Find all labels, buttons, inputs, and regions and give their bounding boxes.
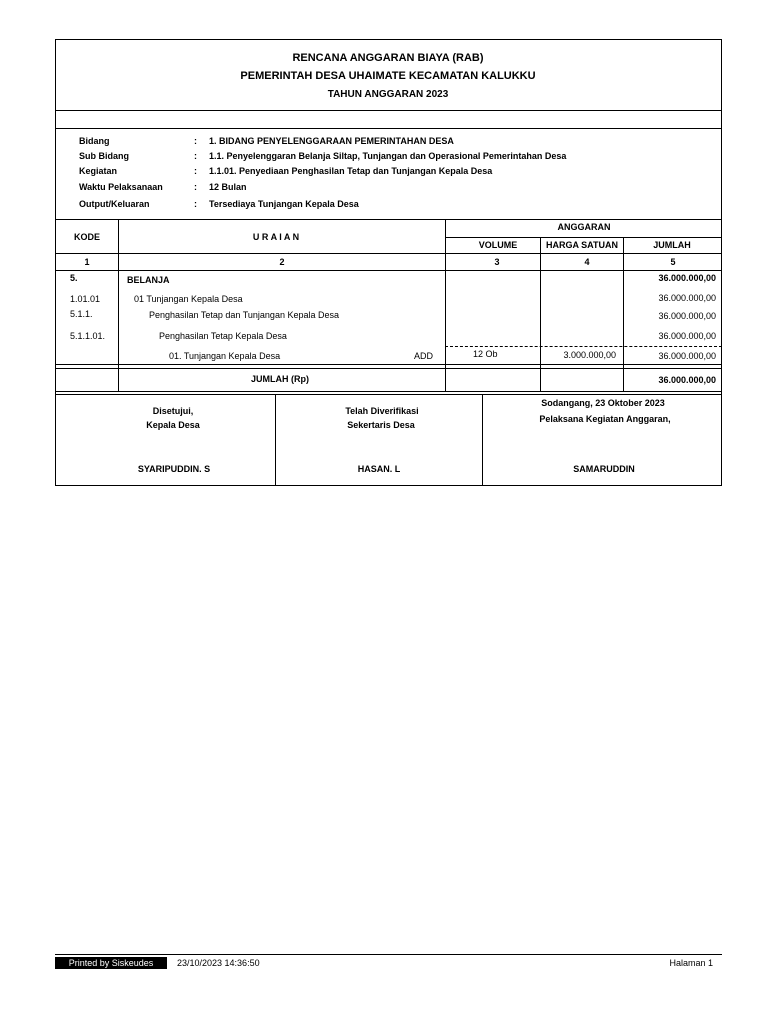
row-jumlah: 36.000.000,00 xyxy=(658,273,716,283)
rows-bottom-border xyxy=(55,364,722,365)
row-jumlah: 36.000.000,00 xyxy=(658,331,716,341)
page-number: Halaman 1 xyxy=(669,958,713,968)
divider xyxy=(55,128,722,129)
divider xyxy=(55,110,722,111)
col-number: 3 xyxy=(494,257,500,267)
title-line-1: RENCANA ANGGARAN BIAYA (RAB) xyxy=(292,52,484,64)
col-number: 5 xyxy=(670,257,676,267)
title-line-3: TAHUN ANGGARAN 2023 xyxy=(327,89,449,100)
signature-3-line2: Pelaksana Kegiatan Anggaran, xyxy=(539,414,671,424)
signature-col-line xyxy=(482,394,483,486)
col-line xyxy=(540,237,541,391)
info-value-kegiatan: 1.1.01. Penyediaan Penghasilan Tetap dan Tunjangan Kepala Desa xyxy=(209,166,493,176)
col-number: 1 xyxy=(84,257,90,267)
header-bottom-border xyxy=(55,253,722,254)
signature-1-name: SYARIPUDDIN. S xyxy=(137,464,211,474)
info-sep: : xyxy=(194,151,197,161)
info-label-sub-bidang: Sub Bidang xyxy=(79,151,129,161)
col-header-harga: HARGA SATUAN xyxy=(546,240,618,250)
row-jumlah: 36.000.000,00 xyxy=(658,293,716,303)
row-kode: 1.01.01 xyxy=(70,294,101,304)
info-value-waktu: 12 Bulan xyxy=(209,182,247,192)
total-label: JUMLAH (Rp) xyxy=(251,374,309,384)
info-label-waktu: Waktu Pelaksanaan xyxy=(79,182,163,192)
signature-2-line2: Sekertaris Desa xyxy=(347,420,415,430)
title-line-2: PEMERINTAH DESA UHAIMATE KECAMATAN KALUKKU xyxy=(240,70,536,82)
dashed-divider xyxy=(445,346,722,347)
info-value-bidang: 1. BIDANG PENYELENGGARAAN PEMERINTAHAN DESA xyxy=(209,136,454,146)
row-keterangan: ADD xyxy=(414,351,434,361)
row-harga: 3.000.000,00 xyxy=(563,350,616,360)
col-line xyxy=(445,219,446,391)
info-sep: : xyxy=(194,166,197,176)
col-number: 4 xyxy=(584,257,590,267)
info-label-kegiatan: Kegiatan xyxy=(79,166,118,176)
info-label-output: Output/Keluaran xyxy=(79,199,150,209)
row-uraian: BELANJA xyxy=(127,275,170,285)
col-number: 2 xyxy=(279,257,285,267)
table-top-border xyxy=(55,219,722,220)
col-header-jumlah: JUMLAH xyxy=(653,240,691,250)
col-header-uraian: U R A I A N xyxy=(252,232,300,242)
signature-1-line2: Kepala Desa xyxy=(146,420,200,430)
row-uraian: Penghasilan Tetap dan Tunjangan Kepala Desa xyxy=(149,310,339,320)
printed-by-badge: Printed by Siskeudes xyxy=(55,957,167,969)
signature-3-name: SAMARUDDIN xyxy=(573,464,635,474)
info-sep: : xyxy=(194,182,197,192)
col-header-kode: KODE xyxy=(73,232,101,242)
info-value-sub-bidang: 1.1. Penyelenggaran Belanja Siltap, Tunjangan dan Operasional Pemerintahan Desa xyxy=(209,151,567,161)
row-kode: 5.1.1. xyxy=(70,309,93,319)
row-jumlah: 36.000.000,00 xyxy=(658,311,716,321)
info-label-bidang: Bidang xyxy=(79,136,110,146)
col-header-volume: VOLUME xyxy=(478,240,518,250)
signature-2-line1: Telah Diverifikasi xyxy=(345,406,419,416)
row-kode: 5. xyxy=(70,273,78,283)
info-sep: : xyxy=(194,136,197,146)
row-kode: 5.1.1.01. xyxy=(70,331,106,341)
row-uraian: 01 Tunjangan Kepala Desa xyxy=(134,294,243,304)
signature-1-line1: Disetujui, xyxy=(152,406,194,416)
row-uraian: 01. Tunjangan Kepala Desa xyxy=(169,351,281,361)
anggaran-divider xyxy=(445,237,722,238)
total-bottom-border xyxy=(55,391,722,392)
row-jumlah: 36.000.000,00 xyxy=(658,351,716,361)
info-sep: : xyxy=(194,199,197,209)
col-line xyxy=(623,237,624,391)
col-line xyxy=(118,219,119,391)
info-value-output: Tersediaya Tunjangan Kepala Desa xyxy=(209,199,359,209)
row-uraian: Penghasilan Tetap Kepala Desa xyxy=(159,331,287,341)
footer-line xyxy=(55,954,722,955)
row-volume: 12 Ob xyxy=(473,349,498,359)
signature-3-line1: Sodangang, 23 Oktober 2023 xyxy=(541,398,665,408)
col-header-anggaran: ANGGARAN xyxy=(557,222,611,232)
signature-2-name: HASAN. L xyxy=(357,464,401,474)
total-value: 36.000.000,00 xyxy=(658,375,716,385)
total-top-border xyxy=(55,368,722,369)
colnum-bottom-border xyxy=(55,270,722,271)
signature-col-line xyxy=(275,394,276,486)
signature-top-border xyxy=(55,394,722,395)
print-timestamp: 23/10/2023 14:36:50 xyxy=(177,958,260,968)
